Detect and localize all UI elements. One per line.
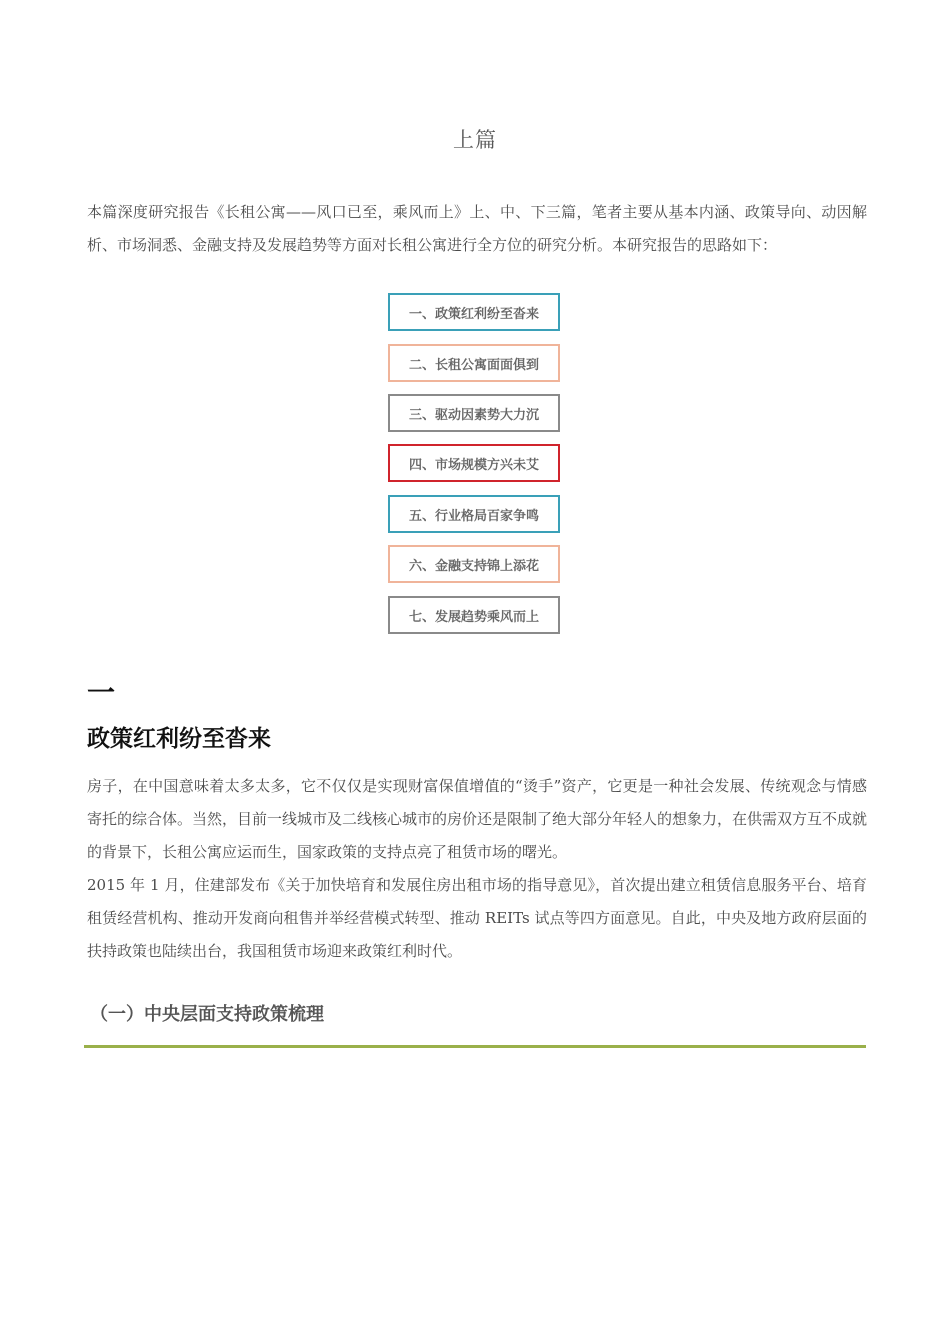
section-title: 政策红利纷至沓来 <box>87 726 271 752</box>
toc-item-5: 五、行业格局百家争鸣 <box>388 495 560 533</box>
toc-item-2: 二、长租公寓面面俱到 <box>388 344 560 382</box>
section-number: 一 <box>87 676 116 709</box>
section-paragraph-1: 房子，在中国意味着太多太多，它不仅仅是实现财富保值增值的“烫手”资产，它更是一种社会发展、传统观念与情感寄托的综合体。当然，目前一线城市及二线核心城市的房价还是限制了绝大部分年轻人的想象力，在供需双方互不成就的背景下，长租公寓应运而生，国家政策的支持点亮了租赁市场的曙光。 <box>87 777 868 861</box>
toc-item-1: 一、政策红利纷至沓来 <box>388 293 560 331</box>
toc-item-7: 七、发展趋势乘风而上 <box>388 596 560 634</box>
intro-paragraph: 本篇深度研究报告《长租公寓——风口已至，乘风而上》上、中、下三篇，笔者主要从基本内涵、政策导向、动因解析、市场洞悉、金融支持及发展趋势等方面对长租公寓进行全方位的研究分析。本研究报告的思路如下： <box>87 203 867 254</box>
toc-item-4: 四、市场规模方兴未艾 <box>388 444 560 482</box>
toc-item-6: 六、金融支持锦上添花 <box>388 545 560 583</box>
section-paragraph-2: 2015 年 1 月，住建部发布《关于加快培育和发展住房出租市场的指导意见》，首次提出建立租赁信息服务平台、培育租赁经营机构、推动开发商向租售并举经营模式转型、推动 REITs 试点等四方面意见。自此，中央及地方政府层面的扶持政策也陆续出台，我国租赁市场迎来政策红利时代。 <box>87 876 867 960</box>
subsection-title: （一）中央层面支持政策梳理 <box>90 1004 324 1025</box>
section-divider <box>84 1045 866 1048</box>
page-title: 上篇 <box>453 128 497 152</box>
toc-item-3: 三、驱动因素势大力沉 <box>388 394 560 432</box>
